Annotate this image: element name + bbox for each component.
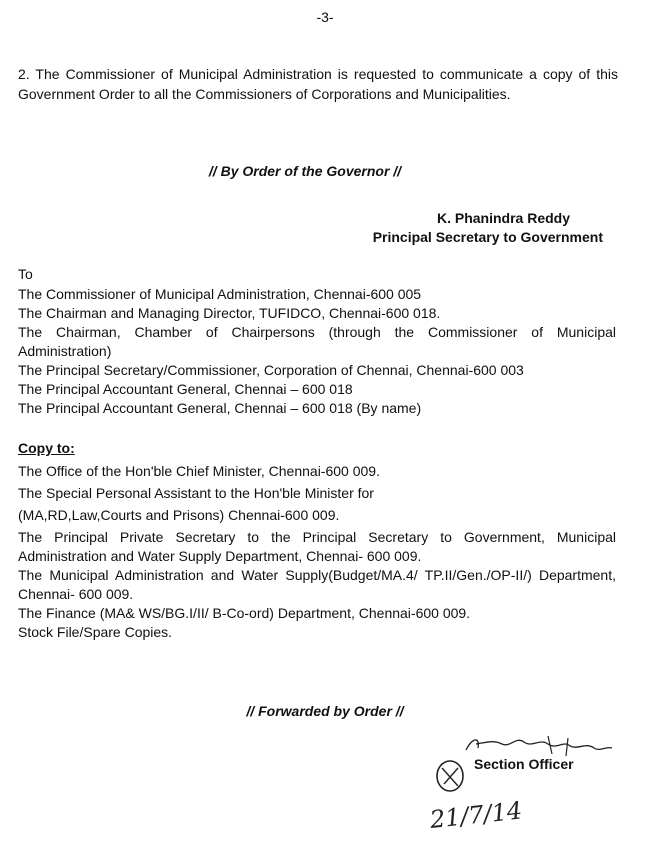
signatory-name: K. Phanindra Reddy [436, 210, 570, 226]
list-item: The Principal Private Secretary to the Principal Secretary to Government, Municipal Administration and Water Supply Department, Chennai- 600 009. [18, 529, 616, 564]
list-item: The Principal Accountant General, Chennai – 600 018 [18, 381, 353, 397]
list-item: The Municipal Administration and Water Supply(Budget/MA.4/ TP.II/Gen./OP-II/) Department, Chennai- 600 009. [18, 567, 616, 602]
signatory-title: Principal Secretary to Government [372, 229, 603, 245]
list-item: The Commissioner of Municipal Administration, Chennai-600 005 [18, 286, 422, 302]
list-item: Stock File/Spare Copies. [18, 624, 173, 640]
list-item: The Office of the Hon'ble Chief Minister, Chennai-600 009. [18, 463, 380, 479]
list-item: The Special Personal Assistant to the Hon'ble Minister for [18, 485, 374, 501]
signature-stamp [428, 728, 618, 838]
copy-to-label: Copy to: [18, 440, 75, 456]
to-list [18, 285, 616, 418]
signature-scribble [466, 740, 612, 750]
list-item: The Chairman, Chamber of Chairpersons (through the Commissioner of Municipal Administration) [18, 324, 616, 359]
list-item: The Chairman and Managing Director, TUFIDCO, Chennai-600 018. [18, 305, 441, 321]
by-order-line: // By Order of the Governor // [208, 163, 402, 179]
to-label: To [18, 266, 33, 282]
list-item: The Principal Secretary/Commissioner, Corporation of Chennai, Chennai-600 003 [18, 362, 524, 378]
list-item: The Finance (MA& WS/BG.I/II/ B-Co-ord) Department, Chennai-600 009. [18, 605, 471, 621]
list-item: The Principal Accountant General, Chennai – 600 018 (By name) [18, 400, 422, 416]
list-item: (MA,RD,Law,Courts and Prisons) Chennai-600 009. [18, 507, 340, 523]
page-number: -3- [316, 9, 334, 25]
section-officer: Section Officer [474, 756, 574, 772]
handwritten-date: 21/7/14 [428, 796, 524, 834]
forwarded-by-order-line: // Forwarded by Order // [246, 703, 404, 719]
paragraph-2: 2. The Commissioner of Municipal Administration is requested to communicate a copy of this Government Order to all the Commissioners of Corporations and Municipalities. [18, 66, 618, 102]
copy-list [18, 462, 616, 642]
